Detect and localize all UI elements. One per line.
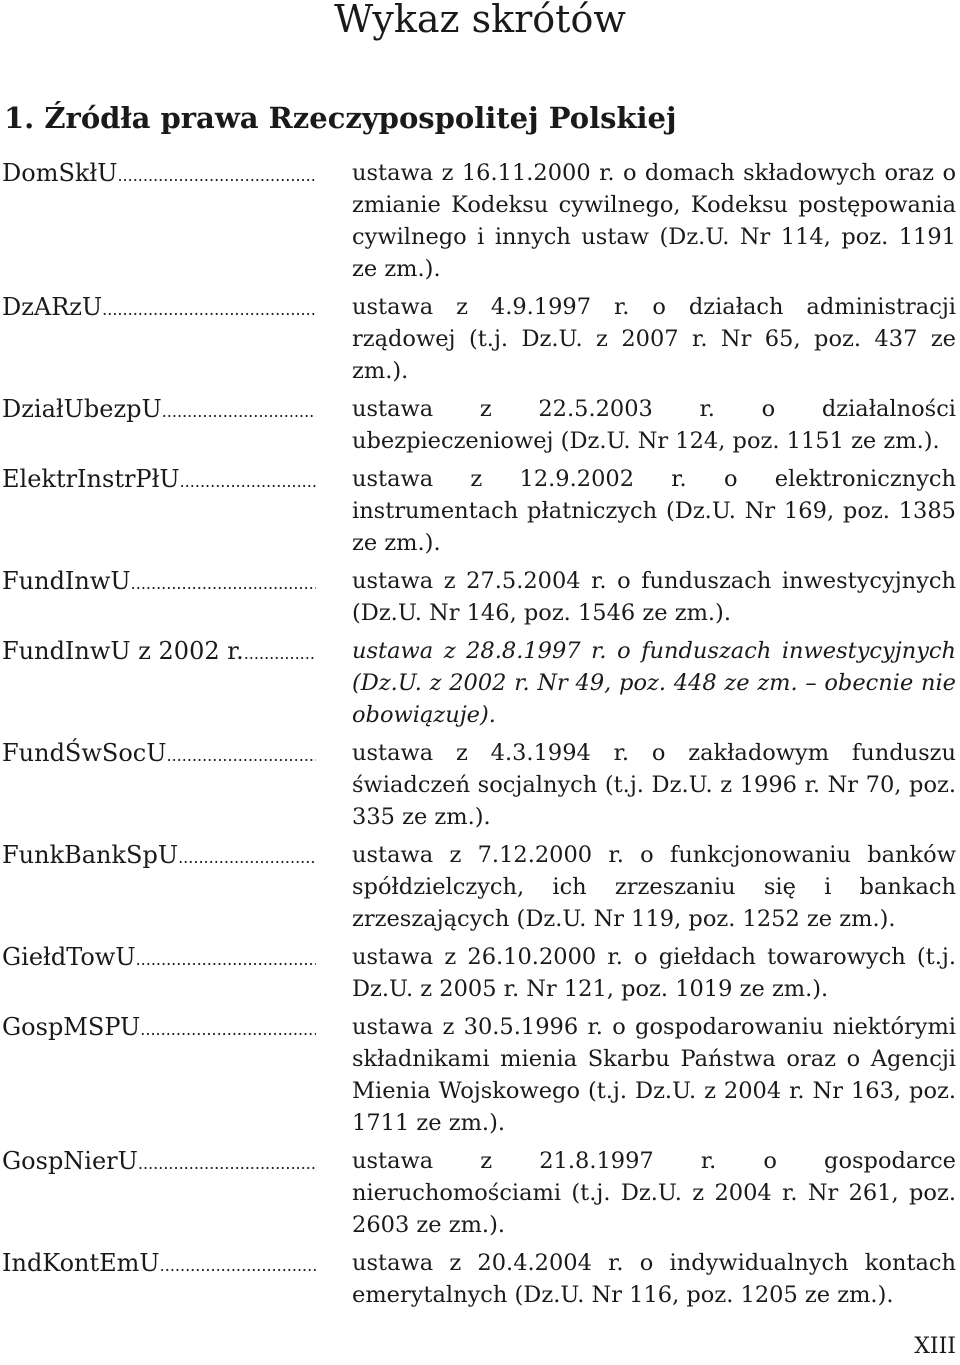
abbreviation-definition: ustawa z 7.12.2000 r. o funkcjonowaniu banków spółdzielczych, ich zrzeszaniu się i bankach zrzeszających (Dz.U. Nr 119, poz. 1252 ze zm.).: [352, 842, 956, 932]
leader-dots: [162, 396, 316, 428]
leader-dots: [136, 944, 316, 976]
leader-dots: [131, 568, 316, 600]
section-heading: 1. Źródła prawa Rzeczypospolitej Polskiej: [4, 101, 677, 135]
abbreviation-label: DziałUbezpU: [2, 395, 162, 423]
abbreviation-label: FundInwU z 2002 r.: [2, 637, 244, 665]
abbreviation-entry: [0, 157, 960, 285]
page-title: Wykaz skrótów: [334, 0, 626, 41]
abbreviation-term: [0, 291, 352, 326]
abbreviation-term: [0, 157, 352, 192]
abbreviation-term: [0, 393, 352, 428]
abbreviation-entry: [0, 291, 960, 387]
abbreviation-definition: ustawa z 20.4.2004 r. o indywidualnych kontach emerytalnych (Dz.U. Nr 116, poz. 1205 ze zm.).: [352, 1250, 956, 1308]
page-number: XIII: [914, 1334, 956, 1359]
leader-dots: [102, 294, 316, 326]
abbreviation-entry: [0, 565, 960, 629]
abbreviation-label: GospMSPU: [2, 1013, 141, 1041]
abbreviation-definition: ustawa z 30.5.1996 r. o gospodarowaniu niektórymi składnikami mienia Skarbu Państwa oraz o Agencji Mienia Wojskowego (t.j. Dz.U. z 2004 r. Nr 163, poz. 1711 ze zm.).: [352, 1014, 956, 1136]
abbreviation-list: [0, 157, 960, 1317]
leader-dots: [117, 160, 316, 192]
abbreviation-label: FunkBankSpU: [2, 841, 179, 869]
abbreviation-label: GospNierU: [2, 1147, 138, 1175]
abbreviation-definition: ustawa z 27.5.2004 r. o funduszach inwestycyjnych (Dz.U. Nr 146, poz. 1546 ze zm.).: [352, 568, 956, 626]
abbreviation-definition: ustawa z 28.8.1997 r. o funduszach inwestycyjnych (Dz.U. z 2002 r. Nr 49, poz. 448 ze zm. – obecnie nie obowiązuje).: [352, 638, 956, 728]
abbreviation-label: GiełdTowU: [2, 943, 136, 971]
abbreviation-term: [0, 565, 352, 600]
abbreviation-definition: ustawa z 26.10.2000 r. o giełdach towarowych (t.j. Dz.U. z 2005 r. Nr 121, poz. 1019 ze zm.).: [352, 944, 956, 1002]
abbreviation-entry: [0, 1247, 960, 1311]
abbreviation-label: IndKontEmU: [2, 1249, 160, 1277]
abbreviation-term: [0, 1011, 352, 1046]
abbreviation-definition: ustawa z 4.9.1997 r. o działach administracji rządowej (t.j. Dz.U. z 2007 r. Nr 65, poz. 437 ze zm.).: [352, 294, 956, 384]
abbreviation-label: FundŚwSocU: [2, 739, 167, 767]
abbreviation-definition: ustawa z 4.3.1994 r. o zakładowym funduszu świadczeń socjalnych (t.j. Dz.U. z 1996 r. Nr 70, poz. 335 ze zm.).: [352, 740, 956, 830]
abbreviation-entry: [0, 941, 960, 1005]
leader-dots: [138, 1148, 316, 1180]
leader-dots: [178, 842, 316, 874]
abbreviation-label: DzARzU: [2, 293, 103, 321]
abbreviation-label: ElektrInstrPłU: [2, 465, 180, 493]
abbreviation-entry: [0, 635, 960, 731]
abbreviation-term: [0, 737, 352, 772]
abbreviation-label: DomSkłU: [2, 159, 118, 187]
leader-dots: [140, 1014, 316, 1046]
leader-dots: [160, 1250, 316, 1282]
abbreviation-term: [0, 463, 352, 498]
abbreviation-entry: [0, 1145, 960, 1241]
leader-dots: [244, 638, 316, 670]
abbreviation-term: [0, 839, 352, 874]
abbreviation-definition: ustawa z 21.8.1997 r. o gospodarce nieruchomościami (t.j. Dz.U. z 2004 r. Nr 261, poz. 2603 ze zm.).: [352, 1148, 956, 1238]
abbreviation-definition: ustawa z 12.9.2002 r. o elektronicznych instrumentach płatniczych (Dz.U. Nr 169, poz. 1385 ze zm.).: [352, 466, 956, 556]
abbreviation-label: FundInwU: [2, 567, 131, 595]
abbreviation-term: [0, 1145, 352, 1180]
abbreviation-entry: [0, 839, 960, 935]
abbreviation-definition: ustawa z 22.5.2003 r. o działalności ubezpieczeniowej (Dz.U. Nr 124, poz. 1151 ze zm.).: [352, 396, 956, 454]
abbreviation-entry: [0, 463, 960, 559]
abbreviation-entry: [0, 1011, 960, 1139]
leader-dots: [166, 740, 316, 772]
leader-dots: [180, 466, 316, 498]
abbreviation-entry: [0, 393, 960, 457]
abbreviation-entry: [0, 737, 960, 833]
abbreviation-term: [0, 1247, 352, 1282]
abbreviation-term: [0, 941, 352, 976]
abbreviation-term: [0, 635, 352, 670]
abbreviation-definition: ustawa z 16.11.2000 r. o domach składowych oraz o zmianie Kodeksu cywilnego, Kodeksu postępowania cywilnego i innych ustaw (Dz.U. Nr 114, poz. 1191 ze zm.).: [352, 160, 956, 282]
